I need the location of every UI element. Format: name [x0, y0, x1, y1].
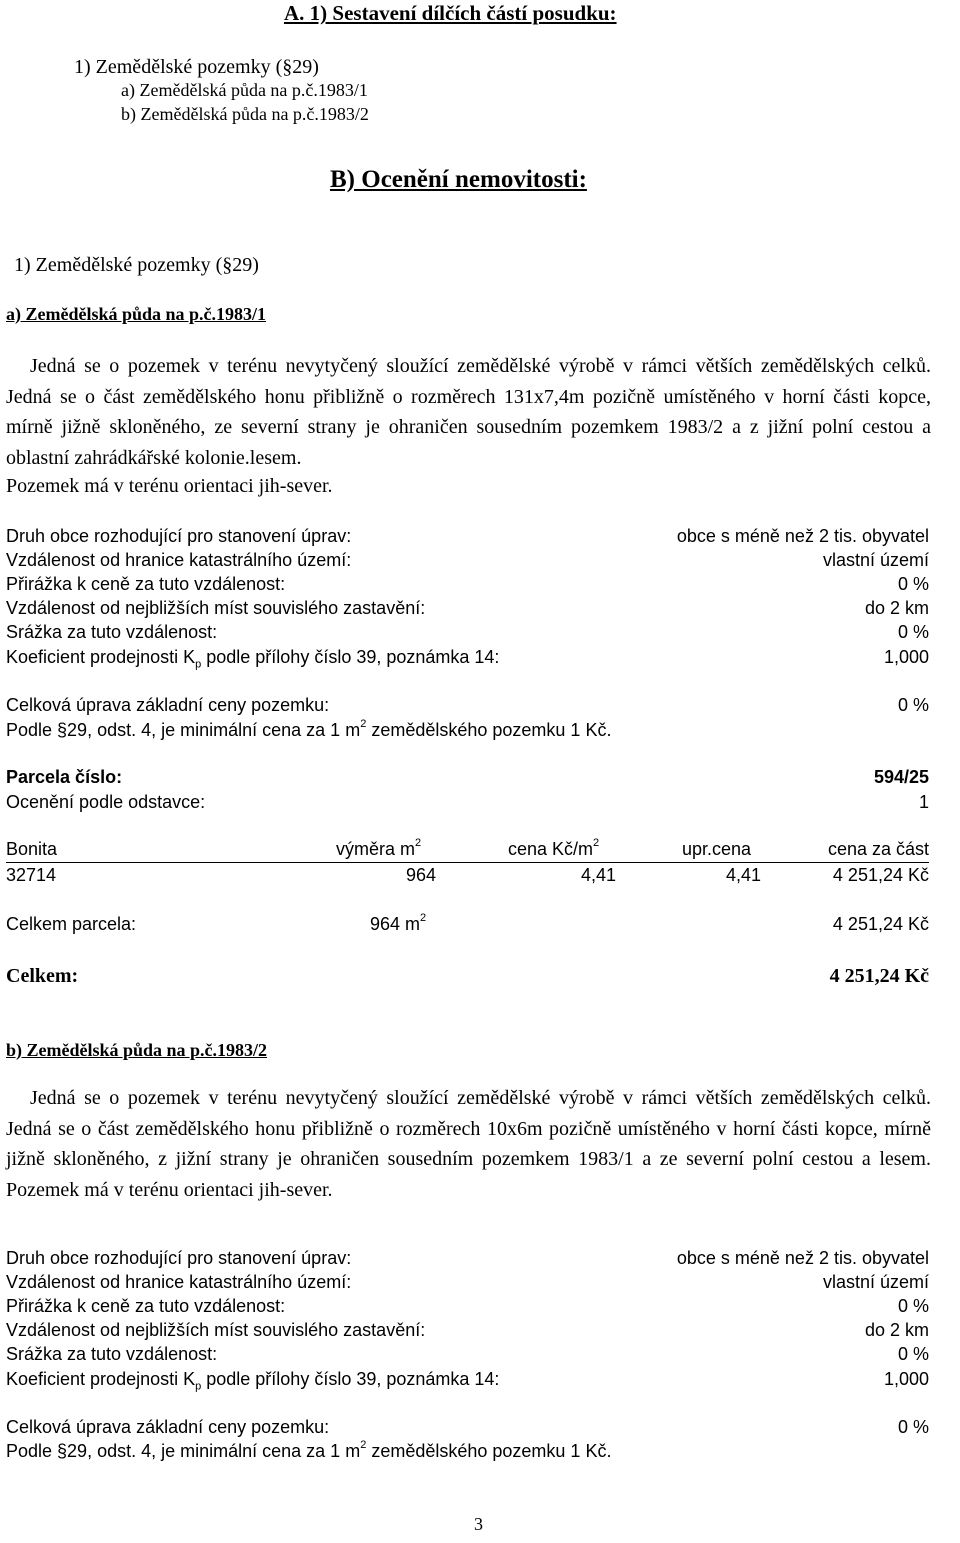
- param-value: vlastní území: [822, 550, 929, 570]
- min-price-text: [6, 717, 611, 743]
- valuation-label: Ocenění podle odstavce:: [6, 792, 206, 812]
- param-value: obce s méně než 2 tis. obyvatel: [676, 526, 929, 546]
- col-cena-text: cena Kč/m: [508, 839, 594, 859]
- section-a-paragraph-last: Pozemek má v terénu orientaci jih-sever.: [6, 475, 333, 497]
- section-b-param-row: [6, 1317, 929, 1343]
- koef-label-text: Koeficient prodejnosti K: [6, 1369, 196, 1389]
- param-label: Srážka za tuto vzdálenost:: [6, 622, 218, 642]
- total-adj-value: 0 %: [897, 695, 929, 715]
- col-bonita: Bonita: [6, 839, 58, 859]
- section-a-min-price: [6, 717, 929, 743]
- min-price-b: zemědělského pozemku 1 Kč.: [366, 1441, 612, 1461]
- param-value: do 2 km: [864, 1320, 929, 1340]
- koef-label-text: Koeficient prodejnosti K: [6, 647, 196, 667]
- param-value: obce s méně než 2 tis. obyvatel: [676, 1248, 929, 1268]
- col-upr: upr.cena: [682, 839, 752, 859]
- parcel-total-area-sup: 2: [420, 912, 427, 924]
- section-a-param-row: [6, 523, 929, 549]
- param-value: 0 %: [897, 1344, 929, 1364]
- part-a-item-1b: b) Zemědělská půda na p.č.1983/2: [121, 104, 369, 124]
- part-b-heading: B) Ocenění nemovitosti:: [330, 166, 587, 193]
- koef-subscript: p: [195, 658, 202, 671]
- part-a-heading: A. 1) Sestavení dílčích částí posudku:: [284, 1, 617, 25]
- param-value: vlastní území: [822, 1272, 929, 1292]
- bonita-table-header: [6, 836, 929, 863]
- koef-label-rest: podle přílohy číslo 39, poznámka 14:: [201, 647, 500, 667]
- section-b-paragraph-text: Jedná se o pozemek v terénu nevytyčený sloužící zemědělské výrobě v rámci větších zemědělských celků. Jedná se o část zemědělského honu přibližně o rozměrech 10x6m pozičně umístěného v horní části kopce, mírně jižně skloněného, z jižní strany je ohraničen sousedním pozemkem 1983/1 a ze severní polní cestou a lesem. Pozemek má v terénu orientaci jih-sever.: [6, 1087, 931, 1201]
- section-b-koef-row: [6, 1366, 929, 1392]
- section-a-param-row: [6, 571, 929, 597]
- cell-bonita: 32714: [6, 865, 57, 885]
- total-adj-label: Celková úprava základní ceny pozemku:: [6, 1417, 330, 1437]
- min-price-a: Podle §29, odst. 4, je minimální cena za 1 m: [6, 720, 361, 740]
- grand-total-label: Celkem:: [6, 965, 79, 987]
- parcel-total-value: 4 251,24 Kč: [832, 914, 929, 934]
- cell-vymera: 964: [405, 865, 436, 885]
- cell-cena: 4,41: [580, 865, 616, 885]
- table-row: [6, 862, 929, 888]
- section-b-paragraph: [6, 1083, 931, 1205]
- min-price-a: Podle §29, odst. 4, je minimální cena za 1 m: [6, 1441, 361, 1461]
- koef-label-rest: podle přílohy číslo 39, poznámka 14:: [201, 1369, 500, 1389]
- section-a-param-row: [6, 595, 929, 621]
- part-b-item-1: 1) Zemědělské pozemky (§29): [14, 254, 259, 276]
- col-cena: [508, 836, 599, 862]
- param-label: Vzdálenost od nejbližších míst souvislého zastavění:: [6, 1320, 426, 1340]
- section-b-heading: b) Zemědělská půda na p.č.1983/2: [6, 1040, 268, 1060]
- param-value: 0 %: [897, 622, 929, 642]
- min-price-sup: 2: [360, 1439, 367, 1451]
- part-a-item-1: 1) Zemědělské pozemky (§29): [74, 56, 319, 78]
- param-label: Vzdálenost od nejbližších míst souvislého zastavění:: [6, 598, 426, 618]
- section-a-paragraph-text: Jedná se o pozemek v terénu nevytyčený sloužící zemědělské výrobě v rámci větších zemědělských celků. Jedná se o část zemědělského honu přibližně o rozměrech 131x7,4m pozičně umístěného v horní části kopce, mírně jižně skloněného, ze severní strany je ohraničen sousedním pozemkem 1983/2 a z jižní polní cestou a oblastní zahrádkářské kolonie.lesem.: [6, 355, 931, 469]
- param-value: 0 %: [897, 1296, 929, 1316]
- parcel-number-row: [6, 764, 929, 790]
- col-vymera-sup: 2: [415, 837, 422, 849]
- min-price-sup: 2: [360, 718, 367, 730]
- section-a-param-row: [6, 619, 929, 645]
- param-label: Vzdálenost od hranice katastrálního území:: [6, 550, 352, 570]
- section-a-total-adjustment: [6, 692, 929, 718]
- param-label: Srážka za tuto vzdálenost:: [6, 1344, 218, 1364]
- grand-total-value: 4 251,24 Kč: [829, 965, 929, 987]
- valuation-row: [6, 789, 929, 815]
- section-b-param-row: [6, 1269, 929, 1295]
- param-value: 0 %: [897, 574, 929, 594]
- valuation-value: 1: [918, 792, 929, 812]
- cell-cast: 4 251,24 Kč: [832, 865, 929, 885]
- section-b-param-row: [6, 1341, 929, 1367]
- koef-label: [6, 644, 499, 670]
- param-label: Vzdálenost od hranice katastrálního území:: [6, 1272, 352, 1292]
- section-a-koef-row: [6, 644, 929, 670]
- section-a-heading: a) Zemědělská půda na p.č.1983/1: [6, 304, 267, 324]
- parcel-total-area: [370, 911, 426, 937]
- col-cena-sup: 2: [593, 837, 600, 849]
- col-cast: cena za část: [827, 839, 929, 859]
- section-a-param-row: [6, 547, 929, 573]
- section-b-min-price: [6, 1438, 929, 1464]
- koef-subscript: p: [195, 1380, 202, 1393]
- total-adj-label: Celková úprava základní ceny pozemku:: [6, 695, 330, 715]
- parcel-total-area-text: 964 m: [370, 914, 421, 934]
- koef-value: 1,000: [883, 1369, 929, 1389]
- koef-value: 1,000: [883, 647, 929, 667]
- section-b-param-row: [6, 1245, 929, 1271]
- parcel-label: Parcela číslo:: [6, 767, 123, 787]
- parcel-value: 594/25: [873, 767, 929, 787]
- param-label: Druh obce rozhodující pro stanovení úprav:: [6, 1248, 352, 1268]
- section-a-paragraph: [6, 351, 931, 473]
- section-b-param-row: [6, 1293, 929, 1319]
- cell-upr: 4,41: [725, 865, 761, 885]
- min-price-b: zemědělského pozemku 1 Kč.: [366, 720, 612, 740]
- param-label: Přirážka k ceně za tuto vzdálenost:: [6, 574, 286, 594]
- min-price-text: [6, 1438, 611, 1464]
- parcel-total-label: Celkem parcela:: [6, 914, 137, 934]
- param-label: Druh obce rozhodující pro stanovení úprav:: [6, 526, 352, 546]
- param-label: Přirážka k ceně za tuto vzdálenost:: [6, 1296, 286, 1316]
- part-a-item-1a: a) Zemědělská půda na p.č.1983/1: [121, 80, 368, 100]
- col-vymera: [336, 836, 421, 862]
- page-number: 3: [474, 1514, 483, 1534]
- grand-total-row: [6, 963, 929, 989]
- koef-label: [6, 1366, 499, 1392]
- total-adj-value: 0 %: [897, 1417, 929, 1437]
- parcel-total-row: [6, 911, 929, 937]
- col-vymera-text: výměra m: [336, 839, 416, 859]
- param-value: do 2 km: [864, 598, 929, 618]
- section-b-total-adjustment: [6, 1414, 929, 1440]
